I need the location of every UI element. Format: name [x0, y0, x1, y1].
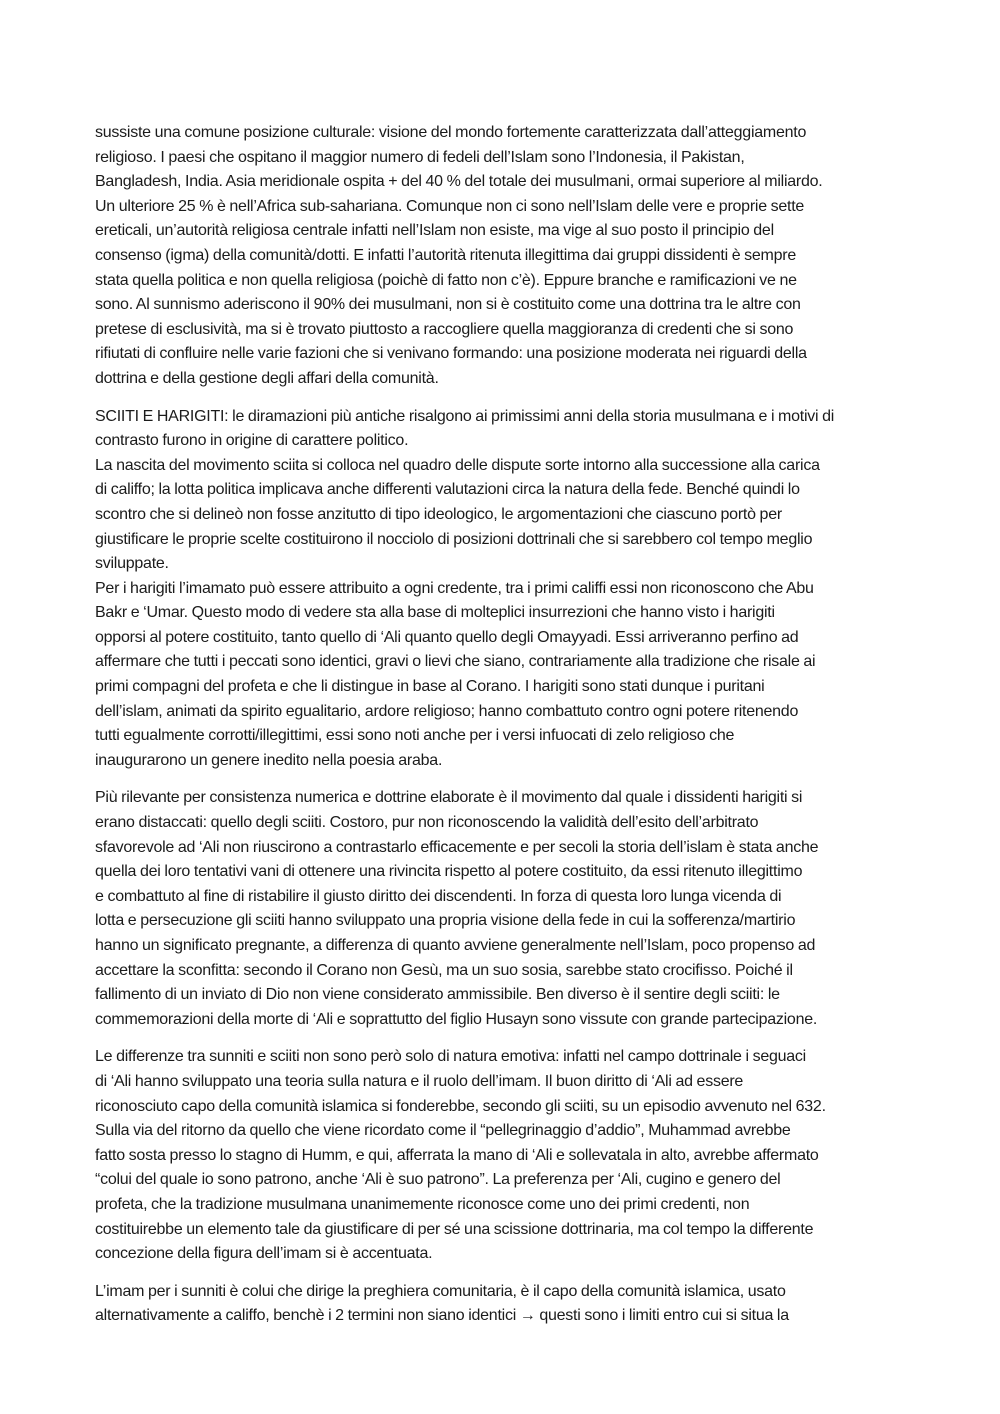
text-line: sono. Al sunnismo aderiscono il 90% dei musulmani, non si è costituito come una dottrina tra le altre con — [95, 296, 801, 314]
text-line: scontro che si delineò non fosse anzitutto di tipo ideologico, le argomentazioni che ciascuno portò per — [95, 505, 782, 523]
paragraph-sciiti-harigiti — [95, 405, 905, 774]
text-line: Bakr e ‘Umar. Questo modo di vedere sta alla base di molteplici insurrezioni che hanno visto i harigiti — [95, 604, 775, 622]
text-line: religioso. I paesi che ospitano il maggior numero di fedeli dell’Islam sono l’Indonesia, il Pakistan, — [95, 148, 745, 166]
text-line: hanno un significato pregnante, a differenza di quanto avviene generalmente nell’Islam, poco propenso ad — [95, 937, 816, 954]
text-line: stata quella politica e non quella religiosa (poichè di fatto non c’è). Eppure branche e ramificazioni ve ne — [95, 271, 797, 289]
text-line: costituirebbe un elemento tale da giustificare di per sé una scissione dottrinaria, ma col tempo la differente — [95, 1220, 814, 1238]
text-line: sfavorevole ad ‘Ali non riuscirono a contrastarlo efficacemente e per secoli la storia dell’islam è stata anche — [95, 838, 819, 856]
text-line: primi compagni del profeta e che li distingue in base al Corano. I harigiti sono stati dunque i puritani — [95, 678, 765, 696]
text-line: “colui del quale io sono patrono, anche ‘Ali è suo patrono”. La preferenza per ‘Ali, cugino e genero del — [95, 1171, 781, 1189]
text-line: giustificare le proprie scelte costituirono il nocciolo di posizioni dottrinali che si sarebbero col tempo meglio — [95, 530, 813, 548]
text-line: lotta e persecuzione gli sciiti hanno sviluppato una propria visione della fede in cui la sofferenza/martirio — [95, 912, 796, 930]
text-line: di califfo; la lotta politica implicava anche differenti valutazioni circa la natura della fede. Benché quindi lo — [95, 481, 800, 499]
paragraph-imam — [95, 1280, 905, 1329]
text-line: fallimento di un inviato di Dio non viene considerato ammissibile. Ben diverso è il sentire degli sciiti: le — [95, 986, 780, 1004]
text-line: Sulla via del ritorno da quello che viene ricordato come il “pellegrinaggio d’addio”, Muhammad avrebbe — [95, 1122, 791, 1140]
text-line: quella dei loro tentativi vani di ottenere una rivincita rispetto al potere costituito, da essi ritenuto illegittimo — [95, 863, 803, 881]
text-line: dell’islam, animati da spirito egualitario, ardore religioso; hanno combattuto contro ogni potere ritenendo — [95, 702, 799, 720]
text-line: riconosciuto capo della comunità islamica si fonderebbe, secondo gli sciiti, su un episodio avvenuto nel 632. — [95, 1097, 826, 1115]
text-line: contrasto furono in origine di carattere politico. — [95, 432, 409, 450]
text-line: L’imam per i sunniti è colui che dirige la preghiera comunitaria, è il capo della comunità islamica, usato — [95, 1282, 786, 1300]
paragraph-sciiti — [95, 786, 905, 1032]
text-line: Un ulteriore 25 % è nell’Africa sub-sahariana. Comunque non ci sono nell’Islam delle vere e proprie sette — [95, 197, 805, 215]
text-line: e combattuto al fine di ristabilire il giusto diritto dei discendenti. In forza di questa loro lunga vicenda di — [95, 887, 782, 905]
paragraph-intro — [95, 121, 905, 392]
text-line: sviluppate. — [95, 555, 169, 573]
text-line: tutti egualmente corrotti/illegittimi, essi sono noti anche per i versi infuocati di zelo religioso che — [95, 727, 735, 745]
text-line: Bangladesh, India. Asia meridionale ospita + del 40 % del totale dei musulmani, ormai superiore al miliardo. — [95, 173, 823, 191]
text-line: La nascita del movimento sciita si colloca nel quadro delle dispute sorte intorno alla successione alla carica — [95, 456, 820, 474]
text-line: profeta, che la tradizione musulmana unanimemente riconosce come uno dei primi credenti, non — [95, 1195, 750, 1213]
paragraph-differenze — [95, 1045, 905, 1266]
text-line: dottrina e della gestione degli affari della comunità. — [95, 369, 439, 387]
text-line: accettare la sconfitta: secondo il Corano non Gesù, ma un suo sosia, sarebbe stato crocifisso. Poiché il — [95, 961, 793, 979]
text-line: Per i harigiti l’imamato può essere attribuito a ogni credente, tra i primi califfi essi non riconoscono che Abu — [95, 579, 814, 597]
text-line: di ‘Ali hanno sviluppato una teoria sulla natura e il ruolo dell’imam. Il buon diritto di ‘Ali ad essere — [95, 1072, 744, 1090]
text-line: opporsi al potere costituito, tanto quello di ‘Ali quanto quello degli Omayyadi. Essi arriveranno perfino ad — [95, 628, 799, 646]
text-line: ereticali, un’autorità religiosa centrale infatti nell’Islam non esiste, ma vige al suo posto il principio del — [95, 222, 774, 240]
text-line: concezione della figura dell’imam si è accentuata. — [95, 1245, 433, 1263]
text-line: pretese di esclusività, ma si è trovato piuttosto a raccogliere quella maggioranza di credenti che si sono — [95, 320, 794, 338]
text-line: rifiutati di confluire nelle varie fazioni che si venivano formando: una posizione moderata nei riguardi della — [95, 345, 807, 363]
text-line: inaugurarono un genere inedito nella poesia araba. — [95, 751, 443, 769]
text-line: Più rilevante per consistenza numerica e dottrine elaborate è il movimento dal quale i dissidenti harigiti si — [95, 789, 803, 807]
text-line: commemorazioni della morte di ‘Ali e soprattutto del figlio Husayn sono vissute con grande partecipazione. — [95, 1010, 818, 1028]
text-line: SCIITI E HARIGITI: le diramazioni più antiche risalgono ai primissimi anni della storia musulmana e i motivi di — [95, 407, 835, 425]
text-line: consenso (igma) della comunità/dotti. E infatti l’autorità ritenuta illegittima dai gruppi dissidenti è sempre — [95, 246, 797, 264]
text-line: fatto sosta presso lo stagno di Humm, e qui, afferrata la mano di ‘Ali e sollevatala in alto, avrebbe affermato — [95, 1146, 819, 1164]
text-line: erano distaccati: quello degli sciiti. Costoro, pur non riconoscendo la validità dell’esito dell’arbitrato — [95, 814, 759, 832]
text-line: Le differenze tra sunniti e sciiti non sono però solo di natura emotiva: infatti nel campo dottrinale i seguaci — [95, 1048, 806, 1066]
text-line: sussiste una comune posizione culturale: visione del mondo fortemente caratterizzata dall’atteggiamento — [95, 124, 807, 141]
text-line: affermare che tutti i peccati sono identici, gravi o lievi che siano, contrariamente alla tradizione che risale ai — [95, 653, 816, 671]
text-line: alternativamente a califfo, benchè i 2 termini non siano identici → questi sono i limiti entro cui si situa la — [95, 1307, 789, 1325]
